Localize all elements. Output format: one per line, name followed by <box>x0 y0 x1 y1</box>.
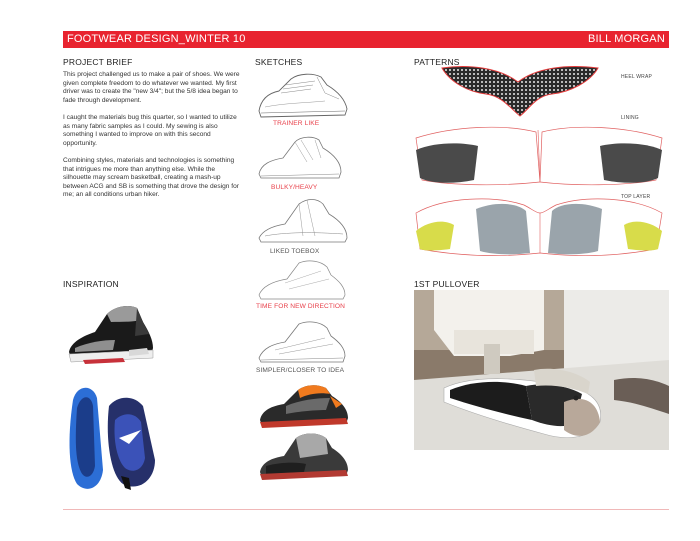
rendering-shoe-orange <box>256 380 352 430</box>
sketch-toebox <box>255 196 350 246</box>
patterns-heading: PATTERNS <box>414 57 460 67</box>
pullover-photo <box>414 290 669 450</box>
sketch-caption: LIKED TOEBOX <box>270 248 320 255</box>
rendering-shoe-gray <box>256 430 352 482</box>
sketch-simpler <box>255 318 350 364</box>
sketch-new-direction <box>255 259 350 301</box>
sketch-caption: BULKY/HEAVY <box>271 184 318 191</box>
project-title: FOOTWEAR DESIGN_WINTER 10 <box>67 33 246 45</box>
brief-paragraph: Combining styles, materials and technologies is something that intrigues me more than anything else. While the silhouette may scream basketball, creating a mash-up between ACG and SB is something that drove the design for me; an all conditions urban hiker. <box>63 156 239 199</box>
pattern-label: TOP LAYER <box>621 194 651 200</box>
pattern-heel-wrap <box>440 64 600 118</box>
brief-paragraph: This project challenged us to make a pair of shoes. We were given complete freedom to do whatever we wanted. My first driver was to create the "new 3/4"; but the 5/8 idea began to fade through development. <box>63 71 240 104</box>
sketch-caption: TIME FOR NEW DIRECTION <box>256 303 346 310</box>
inspiration-sneaker-image <box>63 292 159 370</box>
pattern-top-layer <box>414 191 664 259</box>
project-brief-text <box>63 71 241 209</box>
inspiration-blue-shoe-image <box>63 380 161 498</box>
pullover-heading: 1ST PULLOVER <box>414 279 480 289</box>
project-brief-heading: PROJECT BRIEF <box>63 57 133 67</box>
sketch-trainer <box>255 71 350 119</box>
sketches-heading: SKETCHES <box>255 57 303 67</box>
sketch-caption: TRAINER LIKE <box>273 120 320 127</box>
sketch-caption: SIMPLER/CLOSER TO IDEA <box>256 367 345 374</box>
brief-paragraph: I caught the materials bug this quarter, so I wanted to utilize as many fabric samples as I could. My sewing is also something I wanted to improve on with this second opportunity. <box>63 113 237 147</box>
header-bar <box>63 31 669 48</box>
sketch-bulky <box>255 132 345 182</box>
inspiration-heading: INSPIRATION <box>63 279 119 289</box>
pattern-lining <box>414 124 664 188</box>
pattern-label: HEEL WRAP <box>621 74 653 80</box>
footer-rule <box>63 509 669 510</box>
author-name: BILL MORGAN <box>588 33 665 45</box>
pattern-label: LINING <box>621 115 639 121</box>
